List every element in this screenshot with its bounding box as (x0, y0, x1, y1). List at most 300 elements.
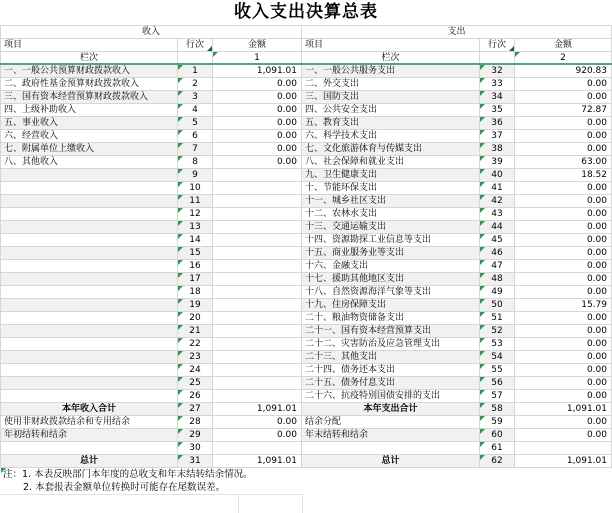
rownum-cell[interactable] (178, 234, 213, 247)
amount-cell[interactable] (213, 104, 302, 117)
amount-cell[interactable] (213, 169, 302, 182)
item-cell[interactable] (1, 338, 178, 351)
column-header-rownum-label: 行次 (487, 40, 506, 50)
item-cell[interactable] (302, 104, 480, 117)
item-cell[interactable] (1, 325, 178, 338)
table-row (302, 130, 612, 143)
note-line-2 (1, 481, 253, 494)
rownum-cell[interactable] (178, 65, 213, 78)
rownum-cell[interactable] (480, 156, 515, 169)
rownum-cell[interactable] (480, 455, 515, 468)
item-cell-text: 使用非财政拨款结余和专用结余 (4, 417, 131, 427)
column-header-rownum[interactable] (178, 39, 213, 52)
item-cell[interactable] (1, 169, 178, 182)
table-row (1, 260, 302, 273)
amount-cell[interactable] (213, 156, 302, 169)
table-row (1, 143, 302, 156)
table-row (1, 286, 302, 299)
rownum-cell[interactable] (178, 364, 213, 377)
amount-cell[interactable] (515, 78, 612, 91)
item-cell[interactable] (1, 299, 178, 312)
item-cell[interactable] (302, 442, 480, 455)
rownum-cell[interactable] (480, 247, 515, 260)
amount-cell[interactable] (213, 403, 302, 416)
item-cell[interactable] (302, 195, 480, 208)
amount-cell[interactable] (515, 195, 612, 208)
error-indicator-icon (178, 117, 183, 122)
column-header-rownum[interactable] (480, 39, 515, 52)
item-cell[interactable] (302, 91, 480, 104)
rownum-cell[interactable] (178, 351, 213, 364)
amount-cell[interactable] (213, 247, 302, 260)
rownum-cell[interactable] (178, 338, 213, 351)
amount-cell[interactable] (515, 364, 612, 377)
rownum-cell[interactable] (178, 377, 213, 390)
error-indicator-icon (480, 286, 485, 291)
item-cell[interactable] (302, 169, 480, 182)
item-cell-text: 一、一般公共服务支出 (305, 66, 396, 76)
rownum-cell-text: 21 (189, 326, 201, 336)
item-cell[interactable] (1, 390, 178, 403)
amount-cell[interactable] (213, 117, 302, 130)
item-cell[interactable] (1, 182, 178, 195)
amount-cell[interactable] (213, 208, 302, 221)
amount-cell[interactable] (213, 312, 302, 325)
item-cell[interactable] (302, 364, 480, 377)
error-indicator-icon (178, 91, 183, 96)
rownum-cell[interactable] (480, 104, 515, 117)
item-cell-text: 九、卫生健康支出 (305, 170, 378, 180)
item-cell[interactable] (1, 195, 178, 208)
rownum-cell[interactable] (480, 234, 515, 247)
amount-cell[interactable] (213, 65, 302, 78)
amount-cell[interactable] (515, 325, 612, 338)
rownum-cell[interactable] (178, 104, 213, 117)
rownum-cell[interactable] (178, 273, 213, 286)
item-cell-text: 二十、粮油物资储备支出 (305, 313, 405, 323)
amount-cell[interactable] (515, 104, 612, 117)
amount-cell-text: 0.00 (586, 391, 607, 401)
item-cell[interactable] (302, 221, 480, 234)
error-indicator-icon (213, 52, 218, 57)
rownum-cell[interactable] (178, 312, 213, 325)
rownum-cell[interactable] (480, 208, 515, 221)
amount-cell[interactable] (515, 247, 612, 260)
rownum-cell[interactable] (480, 117, 515, 130)
rownum-cell[interactable] (480, 442, 515, 455)
item-cell[interactable] (1, 143, 178, 156)
item-cell[interactable] (302, 351, 480, 364)
item-cell-text: 十三、交通运输支出 (305, 222, 387, 232)
amount-cell[interactable] (515, 286, 612, 299)
table-row (1, 182, 302, 195)
rownum-cell[interactable] (480, 377, 515, 390)
amount-cell[interactable] (515, 169, 612, 182)
error-indicator-icon (178, 429, 183, 434)
item-cell-text: 十八、自然资源海洋气象等支出 (305, 287, 432, 297)
amount-cell[interactable] (213, 195, 302, 208)
amount-cell[interactable] (515, 299, 612, 312)
rownum-cell[interactable] (178, 455, 213, 468)
rownum-cell[interactable] (178, 247, 213, 260)
rownum-cell-text: 54 (491, 352, 503, 362)
item-cell[interactable] (302, 117, 480, 130)
amount-cell[interactable] (213, 78, 302, 91)
amount-cell[interactable] (515, 130, 612, 143)
amount-cell[interactable] (515, 455, 612, 468)
table-row (302, 208, 612, 221)
rownum-cell[interactable] (178, 117, 213, 130)
rownum-cell[interactable] (178, 208, 213, 221)
table-row (1, 234, 302, 247)
table-row (1, 377, 302, 390)
item-cell[interactable] (302, 143, 480, 156)
table-row (302, 416, 612, 429)
rownum-cell-text: 4 (192, 105, 198, 115)
amount-cell[interactable] (213, 455, 302, 468)
amount-cell[interactable] (213, 429, 302, 442)
rownum-cell[interactable] (178, 429, 213, 442)
error-indicator-icon (480, 195, 485, 200)
amount-cell-text: 0.00 (276, 118, 297, 128)
amount-cell[interactable] (515, 208, 612, 221)
error-indicator-icon (178, 78, 183, 83)
table-row (1, 104, 302, 117)
amount-cell-text: 1,091.01 (256, 456, 297, 466)
table-row (302, 377, 612, 390)
amount-cell-text: 0.00 (276, 105, 297, 115)
item-cell[interactable] (1, 208, 178, 221)
rownum-cell[interactable] (178, 325, 213, 338)
rownum-cell[interactable] (178, 403, 213, 416)
item-cell[interactable] (1, 455, 178, 468)
error-indicator-icon (178, 195, 183, 200)
item-cell-text: 十一、城乡社区支出 (305, 196, 387, 206)
item-cell[interactable] (302, 455, 480, 468)
error-indicator-icon (178, 455, 183, 460)
rownum-cell[interactable] (178, 130, 213, 143)
amount-cell[interactable] (515, 260, 612, 273)
amount-cell[interactable] (213, 260, 302, 273)
rownum-cell-text: 43 (491, 209, 503, 219)
amount-cell[interactable] (515, 351, 612, 364)
amount-cell[interactable] (515, 377, 612, 390)
amount-cell[interactable] (515, 234, 612, 247)
item-cell[interactable] (302, 78, 480, 91)
item-cell[interactable] (1, 416, 178, 429)
amount-cell-text: 0.00 (586, 131, 607, 141)
item-cell[interactable] (302, 182, 480, 195)
error-indicator-icon (178, 182, 183, 187)
amount-cell[interactable] (213, 351, 302, 364)
rownum-cell[interactable] (480, 221, 515, 234)
section-header-row (1, 26, 302, 39)
item-cell-text: 十五、商业服务业等支出 (305, 248, 405, 258)
amount-cell-text: 1,091.01 (256, 404, 297, 414)
item-cell[interactable] (302, 429, 480, 442)
amount-cell[interactable] (213, 143, 302, 156)
item-cell[interactable] (302, 260, 480, 273)
amount-cell[interactable] (515, 429, 612, 442)
item-cell[interactable] (302, 390, 480, 403)
item-cell[interactable] (302, 377, 480, 390)
rownum-cell[interactable] (480, 260, 515, 273)
rownum-cell[interactable] (480, 390, 515, 403)
table-row (302, 195, 612, 208)
rownum-cell[interactable] (178, 260, 213, 273)
rownum-cell[interactable] (480, 286, 515, 299)
item-cell[interactable] (302, 130, 480, 143)
amount-cell[interactable] (515, 143, 612, 156)
error-indicator-icon (480, 416, 485, 421)
error-indicator-icon (480, 156, 485, 161)
table-row (302, 299, 612, 312)
rownum-cell[interactable] (178, 78, 213, 91)
error-indicator-icon (480, 299, 485, 304)
rownum-cell[interactable] (178, 195, 213, 208)
item-cell[interactable] (302, 208, 480, 221)
column-header-item[interactable]: 项目 (302, 39, 480, 52)
item-cell[interactable] (302, 234, 480, 247)
rownum-cell-text: 60 (491, 430, 503, 440)
rownum-cell-text: 15 (189, 248, 201, 258)
amount-cell-text: 0.00 (586, 287, 607, 297)
rownum-cell[interactable] (178, 91, 213, 104)
item-cell[interactable] (1, 312, 178, 325)
amount-cell[interactable] (515, 442, 612, 455)
table-row (302, 117, 612, 130)
item-cell[interactable] (1, 273, 178, 286)
rownum-cell-text: 36 (491, 118, 503, 128)
table-row (1, 416, 302, 429)
table-row (1, 156, 302, 169)
amount-cell-text: 0.00 (276, 144, 297, 154)
amount-cell[interactable] (213, 182, 302, 195)
item-cell[interactable] (1, 234, 178, 247)
rownum-cell[interactable] (178, 286, 213, 299)
income-rows (1, 65, 302, 468)
item-cell-text: 十四、资源勘探工业信息等支出 (305, 235, 432, 245)
error-indicator-icon (178, 286, 183, 291)
item-cell[interactable] (1, 104, 178, 117)
rownum-cell[interactable] (480, 143, 515, 156)
column-header-item[interactable]: 项目 (1, 39, 178, 52)
amount-cell[interactable] (515, 156, 612, 169)
error-indicator-icon (178, 234, 183, 239)
amount-cell[interactable] (515, 390, 612, 403)
amount-cell[interactable] (213, 390, 302, 403)
amount-cell[interactable] (213, 299, 302, 312)
amount-cell[interactable] (213, 416, 302, 429)
item-cell[interactable] (302, 247, 480, 260)
rownum-cell-text: 38 (491, 144, 503, 154)
column-header-amount[interactable] (213, 39, 302, 52)
rownum-cell-text: 49 (491, 287, 503, 297)
item-cell-text: 七、附属单位上缴收入 (4, 144, 95, 154)
rownum-cell[interactable] (480, 299, 515, 312)
rownum-cell-text: 8 (192, 157, 198, 167)
item-cell[interactable] (1, 260, 178, 273)
item-cell[interactable] (1, 351, 178, 364)
expense-header[interactable]: 支出 (302, 26, 612, 39)
item-cell-text: 三、国防支出 (305, 92, 360, 102)
amount-cell[interactable] (213, 234, 302, 247)
amount-cell-text: 0.00 (586, 196, 607, 206)
amount-cell[interactable] (213, 286, 302, 299)
rownum-cell[interactable] (480, 429, 515, 442)
amount-cell[interactable] (213, 364, 302, 377)
item-cell[interactable] (1, 403, 178, 416)
amount-cell[interactable] (213, 273, 302, 286)
amount-cell[interactable] (515, 403, 612, 416)
table-row (1, 403, 302, 416)
rownum-cell[interactable] (480, 169, 515, 182)
rownum-cell-text: 3 (192, 92, 198, 102)
item-cell[interactable] (302, 65, 480, 78)
item-cell[interactable] (1, 221, 178, 234)
rownum-cell[interactable] (480, 78, 515, 91)
amount-cell[interactable] (515, 312, 612, 325)
amount-cell[interactable] (515, 338, 612, 351)
table-row (1, 338, 302, 351)
item-cell[interactable] (1, 377, 178, 390)
note-text: 注：1. 本表反映部门本年度的总收支和年末结转结余情况。 (3, 469, 253, 480)
rownum-cell[interactable] (178, 143, 213, 156)
item-cell[interactable] (1, 78, 178, 91)
rownum-cell[interactable] (480, 195, 515, 208)
column-index-label[interactable]: 栏次 (1, 52, 178, 65)
rownum-cell[interactable] (178, 182, 213, 195)
rownum-cell[interactable] (480, 351, 515, 364)
rownum-cell[interactable] (480, 364, 515, 377)
amount-cell[interactable] (213, 221, 302, 234)
table-row (1, 91, 302, 104)
error-indicator-icon (178, 208, 183, 213)
table-row (302, 351, 612, 364)
rownum-cell[interactable] (480, 273, 515, 286)
rownum-cell[interactable] (178, 416, 213, 429)
rownum-cell[interactable] (178, 299, 213, 312)
item-cell-text: 结余分配 (305, 417, 342, 427)
item-cell-text: 十七、援助其他地区支出 (305, 274, 405, 284)
rownum-cell-text: 42 (491, 196, 503, 206)
item-cell[interactable] (1, 286, 178, 299)
item-cell-text: 七、文化旅游体育与传媒支出 (305, 144, 423, 154)
item-cell-text: 十六、金融支出 (305, 261, 369, 271)
amount-cell-text: 0.00 (586, 313, 607, 323)
item-cell[interactable] (1, 442, 178, 455)
rownum-cell[interactable] (178, 442, 213, 455)
amount-cell[interactable] (213, 338, 302, 351)
column-index-label[interactable]: 栏次 (302, 52, 480, 65)
item-cell-text: 八、其他收入 (4, 157, 59, 167)
item-cell[interactable] (1, 247, 178, 260)
amount-cell[interactable] (213, 130, 302, 143)
rownum-cell[interactable] (178, 156, 213, 169)
amount-cell[interactable] (515, 416, 612, 429)
expense-rows (302, 65, 612, 468)
error-indicator-icon (178, 442, 183, 447)
rownum-cell[interactable] (480, 182, 515, 195)
table-row (302, 338, 612, 351)
income-header[interactable]: 收入 (1, 26, 302, 39)
rownum-cell[interactable] (178, 390, 213, 403)
amount-cell[interactable] (515, 273, 612, 286)
rownum-cell[interactable] (480, 338, 515, 351)
table-row (302, 143, 612, 156)
expense-section (302, 26, 612, 468)
table-row (1, 312, 302, 325)
item-cell[interactable] (302, 286, 480, 299)
rownum-cell-text: 26 (189, 391, 201, 401)
rownum-cell[interactable] (480, 65, 515, 78)
item-cell[interactable] (302, 416, 480, 429)
rownum-cell-text: 31 (189, 456, 201, 466)
item-cell[interactable] (302, 156, 480, 169)
item-cell[interactable] (302, 312, 480, 325)
amount-cell[interactable] (515, 182, 612, 195)
amount-cell[interactable] (515, 221, 612, 234)
item-cell[interactable] (1, 130, 178, 143)
item-cell-text: 四、上级补助收入 (4, 105, 77, 115)
rownum-cell[interactable] (480, 130, 515, 143)
error-indicator-icon (178, 260, 183, 265)
table-row (1, 169, 302, 182)
item-cell[interactable] (1, 156, 178, 169)
rownum-cell-text: 39 (491, 157, 503, 167)
rownum-cell[interactable] (480, 325, 515, 338)
item-cell-text: 二、政府性基金预算财政拨款收入 (4, 79, 140, 89)
item-cell[interactable] (302, 299, 480, 312)
item-cell[interactable] (302, 403, 480, 416)
amount-cell[interactable] (213, 325, 302, 338)
accounts-table (0, 25, 612, 468)
error-indicator-icon (178, 325, 183, 330)
amount-cell[interactable] (213, 442, 302, 455)
item-cell[interactable] (1, 364, 178, 377)
section-header-row (302, 26, 612, 39)
item-cell[interactable] (1, 65, 178, 78)
rownum-cell[interactable] (178, 169, 213, 182)
rownum-cell[interactable] (178, 221, 213, 234)
amount-cell[interactable] (515, 117, 612, 130)
item-cell[interactable] (302, 338, 480, 351)
rownum-cell-text: 16 (189, 261, 201, 271)
rownum-cell[interactable] (480, 312, 515, 325)
item-cell[interactable] (302, 273, 480, 286)
amount-cell[interactable] (515, 65, 612, 78)
amount-cell[interactable] (213, 91, 302, 104)
gridline (238, 494, 239, 513)
item-cell[interactable] (1, 117, 178, 130)
error-indicator-icon (178, 377, 183, 382)
rownum-cell[interactable] (480, 91, 515, 104)
rownum-cell-text: 33 (491, 79, 503, 89)
table-row (1, 130, 302, 143)
item-cell[interactable] (1, 429, 178, 442)
amount-cell[interactable] (213, 377, 302, 390)
rownum-cell[interactable] (480, 403, 515, 416)
item-cell-text: 年末结转和结余 (305, 430, 369, 440)
item-cell[interactable] (302, 325, 480, 338)
rownum-cell[interactable] (480, 416, 515, 429)
item-cell[interactable] (1, 91, 178, 104)
rownum-cell-text: 57 (491, 391, 503, 401)
rownum-cell-text: 10 (189, 183, 201, 193)
amount-cell[interactable] (515, 91, 612, 104)
table-row (1, 390, 302, 403)
column-header-amount[interactable] (515, 39, 612, 52)
